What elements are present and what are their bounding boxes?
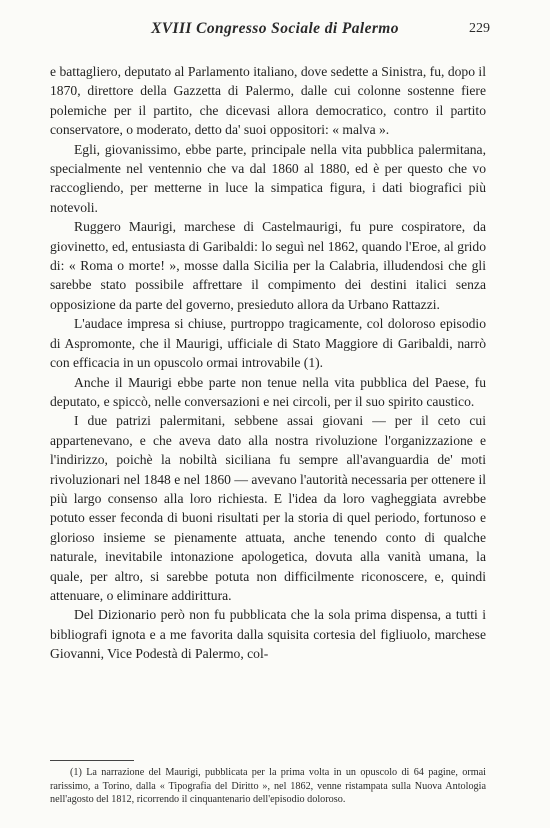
paragraph: Egli, giovanissimo, ebbe parte, principale nella vita pubblica palermitana, specialmente nel ventennio che va dal 1860 al 1880, ed è per questo che vo raccogliendo, per metterne in luce la simpatica figura, i dati biografici più notevoli. [50, 141, 486, 215]
paragraph: Anche il Maurigi ebbe parte non tenue nella vita pubblica del Paese, fu deputato, e spiccò, nelle conversazioni e nei circoli, per il suo spirito caustico. [50, 374, 486, 409]
footnote-divider [50, 760, 134, 761]
footnote: (1) La narrazione del Maurigi, pubblicata per la prima volta in un opuscolo di 64 pagine, ormai rarissimo, a Torino, dalla « Tipografia del Diritto », nel 1862, venne ristampata sulla Nuova Antologia nell'agosto del 1812, ricorrendo il cinquantenario dell'episodio doloroso. [50, 767, 486, 806]
page-number: 229 [469, 21, 490, 36]
body-text [50, 62, 486, 664]
header-title: XVIII Congresso Sociale di Palermo [151, 20, 399, 37]
running-header [0, 20, 550, 40]
paragraph: L'audace impresa si chiuse, purtroppo tragicamente, col doloroso episodio di Aspromonte, che il Maurigi, ufficiale di Stato Maggiore di Garibaldi, narrò con efficacia in un opuscolo ormai introvabile (1). [50, 316, 486, 371]
paragraph: Del Dizionario però non fu pubblicata che la sola prima dispensa, a tutti i bibliografi ignota e a me favorita dalla squisita cortesia del figliuolo, marchese Giovanni, Vice Podestà di Palermo, col- [50, 607, 486, 662]
paragraph-continuation: e battagliero, deputato al Parlamento italiano, dove sedette a Sinistra, fu, dopo il 1870, direttore della Gazzetta di Palermo, dalle cui colonne sostenne fiere polemiche per il partito, che dicevasi allora democratico, contro il partito conservatore, o moderato, detto da' suoi oppositori: « malva ». [50, 64, 486, 138]
paragraph: Ruggero Maurigi, marchese di Castelmaurigi, fu pure cospiratore, da giovinetto, ed, entusiasta di Garibaldi: lo seguì nel 1862, quando l'Eroe, al grido di: « Roma o morte! », mosse dalla Sicilia per la Calabria, illudendosi che gli sarebbe stato possibile affrettare il compimento dei destini italici senza opposizione da parte del governo, presieduto allora da Urbano Rattazzi. [50, 219, 486, 312]
paragraph: I due patrizi palermitani, sebbene assai giovani — per il ceto cui appartenevano, e che aveva dato alla nostra rivoluzione l'organizzazione e l'indirizzo, poichè la nobiltà siciliana fu sempre all'avanguardia de' moti rivoluzionari nel 1848 e nel 1860 — avevano l'autorità necessaria per ottenere il più largo consenso alla loro richiesta. E l'idea da loro vagheggiata avrebbe potuto esser feconda di buoni risultati per la storia di quel periodo, fortunoso e glorioso insieme se pienamente attuata, anche tenendo conto di qualche naturale, inevitabile intonazione apologetica, dovuta alla vanità umana, la quale, per altro, si sarebbe potuta non difficilmente riconoscere, e, quindi attenuare, o eliminare addirittura. [50, 413, 486, 603]
